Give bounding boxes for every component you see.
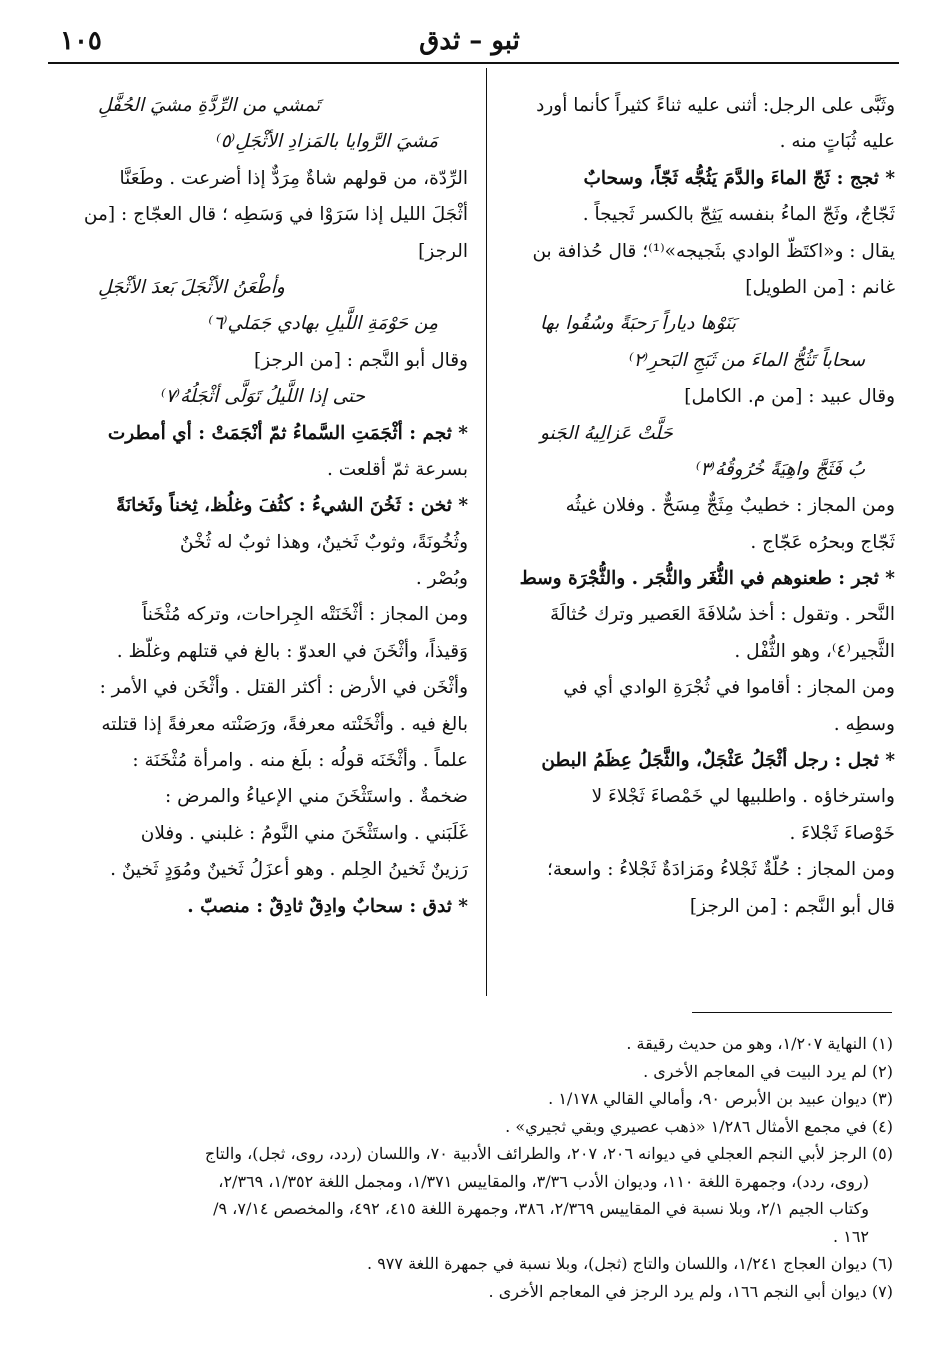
verse-line: سحاباً تَثُجُّ الماءَ من ثَبَجِ البَحرِ⁽٢⁾ — [629, 349, 865, 371]
footnote-rule — [692, 1012, 892, 1013]
text-line: بالغ فيه . وأثْخَنْته معرفةً، ورَصَنْته معرفةً إذا قتلته — [101, 713, 468, 735]
verse-line: تَمشي من الرِّدَّةِ مشيَ الحُفَّلِ — [98, 95, 321, 116]
entry-line: * ثجج : ثَجّ الماءَ والدَّمَ يَثُجُّه ثَجّاً، وسحابٌ — [583, 167, 895, 189]
footnote: (٣) ديوان عبيد بن الأبرص ٩٠، وأمالي القالي ١/١٧٨ . — [548, 1089, 893, 1108]
text-line: ومن المجاز : خطيبٌ مِثَجٌّ مِسَحٌّ . وفلان غيثُه — [565, 495, 895, 517]
footnote: (٥) الرجز لأبي النجم العجلي في ديوانه ٢٠٦، ٢٠٧، والطرائف الأدبية ٧٠، واللسان (ردد، روى، ثجل)، والتاج — [204, 1144, 893, 1163]
footnote-continuation: (روى، ردد)، وجمهرة اللغة ١١٠، وديوان الأدب ٣/٣٦، والمقاييس ١/٣٧١، ومجمل اللغة ١/٣٥٢، ٢/٣٦٩، — [218, 1171, 869, 1191]
header-rule — [48, 62, 899, 64]
text-line: وقال أبو النَّجم : [من الرجز] — [253, 349, 468, 371]
entry-line: * ثجر : طعنوهم في الثُّغَر والثُّجَر . والثُّجْرَة وسط — [519, 568, 895, 590]
text-line: ومن المجاز : أثْخَنَتْه الجِراحات، وتركه مُثْخَناً — [142, 604, 468, 626]
page-number: ١٠٥ — [60, 26, 102, 56]
text-line: يقال : و«اكتَظّ الوادي بثَجيجه»⁽¹⁾؛ قال حُذافة بن — [532, 240, 895, 262]
text-line: ومن المجاز : حُلّةٌ ثَجْلاءُ ومَزادَةٌ ثَجْلاءُ : واسعة؛ — [547, 859, 895, 881]
footnote: (٢) لم يرد البيت في المعاجم الأخرى . — [643, 1061, 893, 1081]
right-column — [500, 88, 895, 925]
column-separator — [486, 68, 487, 996]
text-line: ضخمةٌ . واستَثْخَنَ مني الإعياءُ والمرض : — [165, 786, 468, 808]
text-line: النَّحر . وتقول : أخذ سُلافَةَ العَصير وترك حُثالَةَ — [550, 604, 895, 626]
text-line: وقال عبيد : [من م. الكامل] — [684, 386, 895, 408]
text-line: وأثْخَن في الأرض : أكثر القتل . وأثْخَن في الأمر : — [99, 677, 468, 699]
text-line: الرِّدّة، من قولهم شاةٌ مِرَدٌّ إذا أضرعت . وطَعَنَّا — [119, 167, 468, 189]
text-line: غَلَبَني . واستَثْخَنَ مني النَّومُ : غلبني . وفلان — [140, 822, 468, 844]
text-line: وبُصْر . — [415, 568, 468, 590]
footnote: (١) النهاية ١/٢٠٧، وهو من حديث رقيقة . — [626, 1034, 893, 1053]
page-header — [40, 22, 899, 72]
text-line: رَزينٌ ثَخينُ الحِلم . وهو أعزَلُ ثَخينٌ ومُوَدٍ ثَخينٌ . — [110, 859, 468, 881]
text-line: بسرعة ثمّ أقلعت . — [327, 458, 468, 480]
footnote-continuation: وكتاب الجيم ٢/١، وبلا نسبة في المقاييس ٢/٣٦٩، ٣٨٦، وجمهرة اللغة ٤١٥، ٤٩٢، والمخصص ٧/١٤، ٩/ — [213, 1199, 869, 1218]
verse-line: بَنَوْها دياراً رَحبَةً وسُقُوا بها — [540, 313, 736, 335]
text-line: الثَّجير⁽٤⁾، وهو الثُّفْل . — [734, 640, 895, 662]
verse-line: مِن حَوْمَةِ اللَّيلِ بهادي جَمَلي⁽٦⁾ — [208, 313, 438, 335]
left-column — [58, 88, 468, 925]
entry-line: * ثدق : سحابٌ وادِقٌ ثادِقٌ : منصبّ . — [187, 895, 468, 917]
text-line: وَقيذاً، وأثْخَنَ في العدوّ : بالغ في قتلهم وغلّظ . — [116, 640, 468, 662]
text-line: ثَجّاج وبحرُه عَجّاج . — [750, 531, 895, 553]
text-line: غانم : [من الطويل] — [745, 276, 895, 298]
text-line: قال أبو النَّجم : [من الرجز] — [689, 895, 895, 917]
footnote-continuation: ١٦٢ . — [833, 1226, 869, 1246]
text-line: وثَبَّى على الرجل: أثنى عليه ثناءً كثيراً كأنما أورد — [536, 95, 895, 116]
verse-line: مَشيَ الرَّوايا بالمَزادِ الأثْجَلِ⁽٥⁾ — [216, 131, 438, 153]
footnotes — [40, 1030, 893, 1305]
footnote: (٤) في مجمع الأمثال ١/٢٨٦ «ذهب عصيري وبقي ثجيري» . — [505, 1116, 893, 1136]
footnote: (٦) ديوان العجاج ١/٢٤١، واللسان والتاج (ثجل)، وبلا نسبة في جمهرة اللغة ٩٧٧ . — [367, 1254, 893, 1273]
text-line: عليه ثُبَاتٍ منه . — [779, 131, 895, 153]
text-line: خَوْصاءَ ثَجْلاءَ . — [789, 822, 895, 844]
text-line: ومن المجاز : أقاموا في ثُجْرَةِ الوادي أي في — [563, 677, 895, 699]
footnote: (٧) ديوان أبي النجم ١٦٦، ولم يرد الرجز في المعاجم الأخرى . — [488, 1281, 893, 1301]
text-line: أثْجَلَ الليل إذا سَرَوْا في وَسَطِه ؛ قال العجّاج : [من — [83, 204, 468, 226]
text-line: ثَجّاجٌ، وثَجّ الماءُ بنفسه يَثِجّ بالكسر ثَجيجاً . — [582, 204, 895, 226]
text-line: الرجز] — [418, 240, 468, 262]
text-line: وسطِه . — [833, 713, 895, 735]
entry-line: * ثجل : رجل أثْجَلُ عَثْجَلٌ، والثَّجَلُ عِظَمُ البطن — [541, 750, 895, 772]
text-line: وثُخُونَةً، وثوبٌ ثَخينٌ، وهذا ثوبٌ له ثُخْنٌ — [179, 531, 468, 553]
entry-line: * ثخن : ثَخُنَ الشيءُ : كثُفَ وغلُظ، ثِخناً وثَخانَةً — [116, 495, 468, 517]
verse-line: وأطْعَنُ الأثْجَلَ بَعدَ الأثْجَلِ — [98, 276, 285, 298]
text-line: علماً . وأثْخَنَه قولُه : بلَغ منه . وامرأة مُثْخَنَة : — [132, 750, 468, 772]
entry-line: * ثجم : أثْجَمَتِ السَّماءُ ثمّ أنْجَمَتْ : أي أمطرت — [107, 422, 468, 444]
verse-line: حَلَّتْ عَزالِيهُ الجَنو — [540, 422, 673, 444]
verse-line: بُ فَثَجَّ واهِيَةً خُرُوقُهُ⁽٣⁾ — [695, 458, 865, 480]
text-line: واسترخاؤه . واطلبيها لي خَمْصاءَ ثَجْلاءَ لا — [591, 786, 895, 808]
verse-line: حتى إذا اللَّيلُ تَوَلَّى أثْجَلُهُ⁽٧⁾ — [160, 386, 366, 408]
running-head: ثبو – ثدق — [419, 26, 520, 56]
